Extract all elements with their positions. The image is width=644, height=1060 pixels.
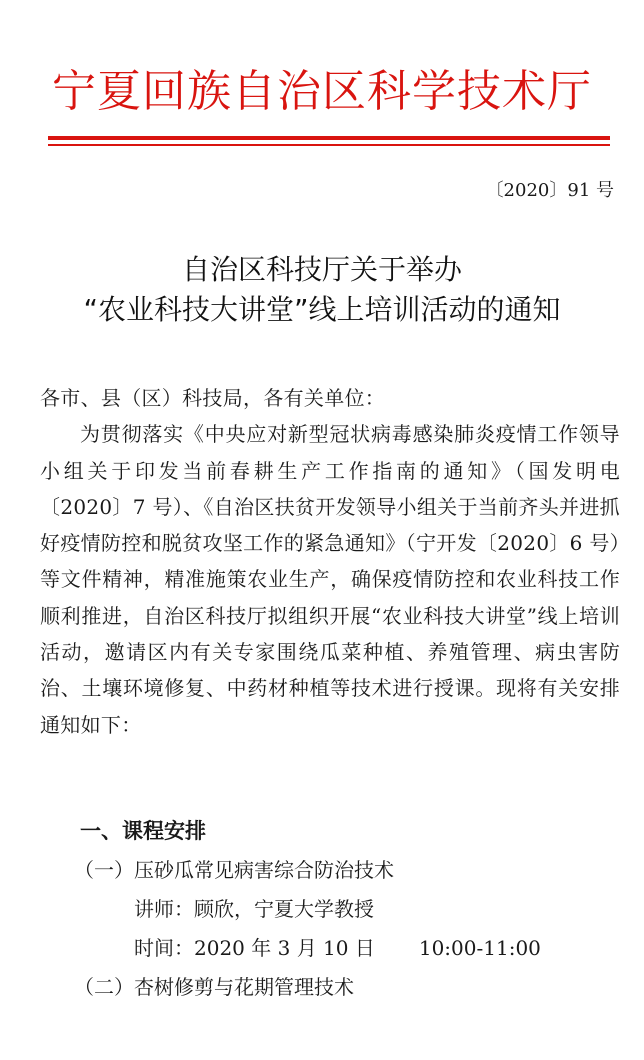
- letterhead-title: 宁夏回族自治区科学技术厅: [52, 66, 592, 117]
- course-2-title: （二）杏树修剪与花期管理技术: [74, 975, 354, 999]
- letterhead-rule-thick: [48, 136, 610, 140]
- document-body: [40, 380, 620, 743]
- document-title-line-1: 自治区科技厅关于举办: [181, 253, 462, 286]
- course-1-date: 时间：2020 年 3 月 10 日: [134, 936, 375, 960]
- intro-paragraph: 为贯彻落实《中央应对新型冠状病毒感染肺炎疫情工作领导小组关于印发当前春耕生产工作指南的通知》（国发明电〔2020〕7 号）、《自治区扶贫开发领导小组关于当前齐头并进抓好疫情防控和脱贫攻坚工作的紧急通知》（宁开发〔2020〕6 号）等文件精神，精准施策农业生产，确保疫情防控和农业科技工作顺利推进，自治区科技厅拟组织开展“农业科技大讲堂”线上培训活动，邀请区内有关专家围绕瓜菜种植、养殖管理、病虫害防治、土壤环境修复、中药材种植等技术进行授课。现将有关安排通知如下：: [40, 422, 620, 737]
- letterhead-rule-thin: [48, 144, 610, 146]
- document-title-line-2: “农业科技大讲堂”线上培训活动的通知: [83, 293, 561, 326]
- course-1-schedule: [134, 931, 541, 965]
- course-1-title: （一）压砂瓜常见病害综合防治技术: [74, 858, 394, 882]
- course-1-lecturer: 讲师：顾欣，宁夏大学教授: [134, 897, 374, 921]
- section-heading: 一、课程安排: [80, 819, 206, 843]
- salutation: 各市、县（区）科技局，各有关单位：: [40, 386, 386, 410]
- document-number: 〔2020〕91 号: [485, 180, 614, 201]
- course-1-time: 10:00-11:00: [418, 936, 541, 960]
